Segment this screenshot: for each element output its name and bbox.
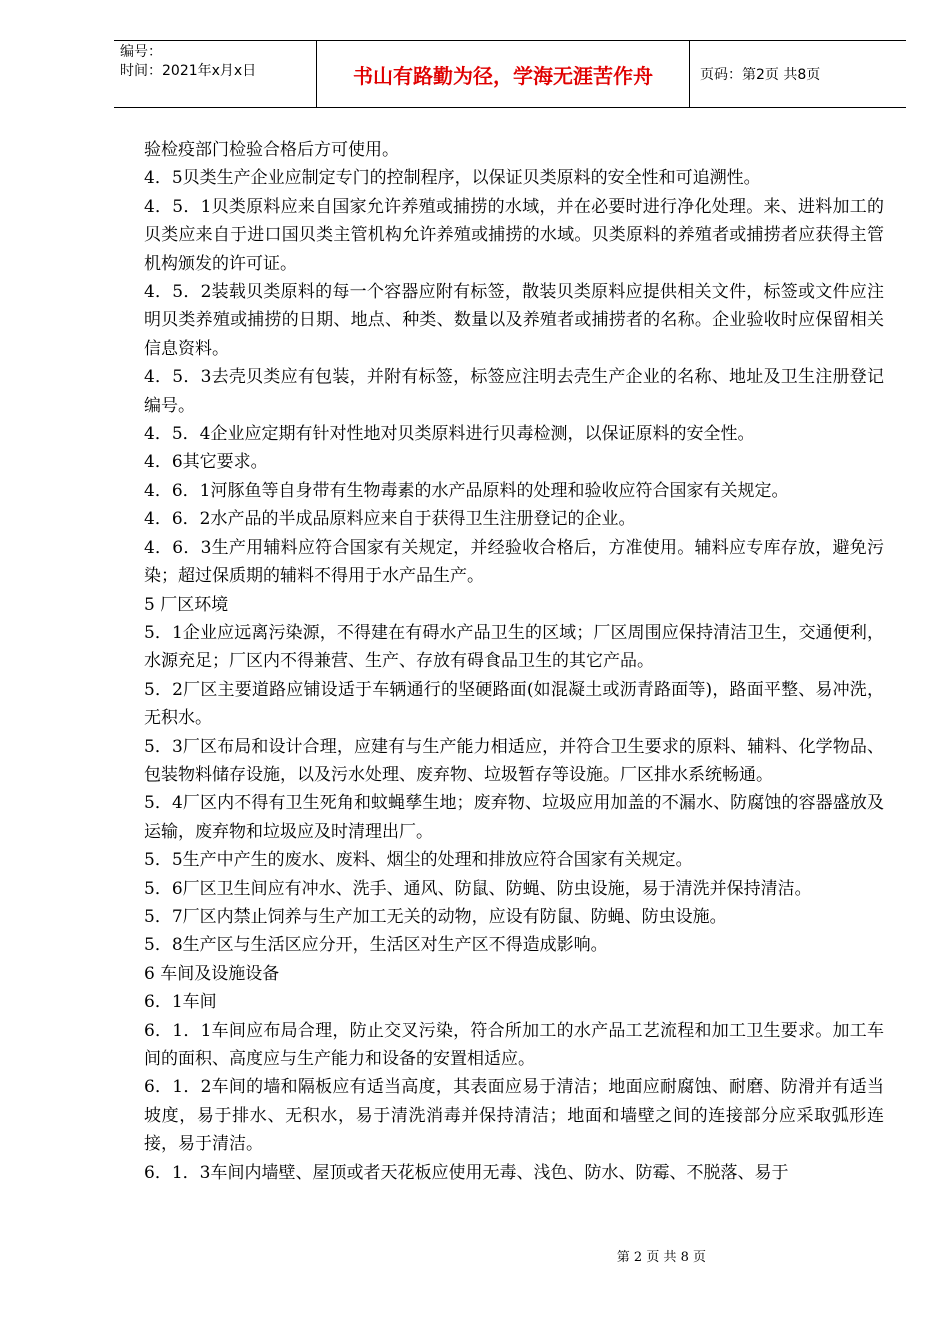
paragraph: 5．5生产中产生的废水、废料、烟尘的处理和排放应符合国家有关规定。	[144, 850, 693, 871]
paragraph: 4．6．1河豚鱼等自身带有生物毒素的水产品原料的处理和验收应符合国家有关规定。	[144, 480, 789, 501]
paragraph: 4．5．4企业应定期有针对性地对贝类原料进行贝毒检测，以保证原料的安全性。	[144, 424, 755, 445]
paragraph: 5．2厂区主要道路应铺设适于车辆通行的坚硬路面(如混凝土或沥青路面等)，路面平整、易冲洗，无积水。	[144, 679, 884, 729]
paragraph: 4．6．2水产品的半成品原料应来自于获得卫生注册登记的企业。	[144, 509, 636, 530]
page-header	[114, 40, 906, 108]
paragraph: 6．1．2车间的墙和隔板应有适当高度，其表面应易于清洁；地面应耐腐蚀、耐磨、防滑并有适当坡度，易于排水、无积水，易于清洗消毒并保持清洁；地面和墙壁之间的连接部分应采取弧形连接，易于清洁。	[144, 1077, 884, 1155]
paragraph: 6．1．1车间应布局合理，防止交叉污染，符合所加工的水产品工艺流程和加工卫生要求。加工车间的面积、高度应与生产能力和设备的安置相适应。	[144, 1020, 884, 1069]
section-heading: 6．1车间	[144, 992, 217, 1013]
section-heading: 6 车间及设施设备	[144, 963, 280, 984]
paragraph: 6．1．3车间内墙壁、屋顶或者天花板应使用无毒、浅色、防水、防霉、不脱落、易于	[144, 1162, 789, 1183]
paragraph: 4．5．1贝类原料应来自国家允许养殖或捕捞的水域，并在必要时进行净化处理。来、进料加工的贝类应来自于进口国贝类主管机构允许养殖或捕捞的水域。贝类原料的养殖者或捕捞者应获得主管机构颁发的许可证。	[144, 196, 884, 274]
section-heading: 4．6其它要求。	[144, 452, 268, 473]
header-page-label: 页码：第2页 共8页	[700, 67, 821, 83]
header-meta	[114, 41, 316, 107]
header-time-label: 时间：2021年x月x日	[120, 63, 257, 79]
paragraph: 4．5．3去壳贝类应有包装，并附有标签，标签应注明去壳生产企业的名称、地址及卫生注册登记编号。	[144, 367, 884, 416]
paragraph: 4．6．3生产用辅料应符合国家有关规定，并经验收合格后，方准使用。辅料应专库存放，避免污染；超过保质期的辅料不得用于水产品生产。	[144, 537, 884, 587]
paragraph: 4．5．2装载贝类原料的每一个容器应附有标签，散装贝类原料应提供相关文件，标签或文件应注明贝类养殖或捕捞的日期、地点、种类、数量以及养殖者或捕捞者的名称。企业验收时应保留相关信息资料。	[144, 282, 884, 359]
header-number-label: 编号：	[120, 44, 162, 60]
paragraph: 5．7厂区内禁止饲养与生产加工无关的动物，应设有防鼠、防蝇、防虫设施。	[144, 906, 727, 927]
paragraph: 5．3厂区布局和设计合理，应建有与生产能力相适应，并符合卫生要求的原料、辅料、化学物品、包装物料储存设施，以及污水处理、废弃物、垃圾暂存等设施。厂区排水系统畅通。	[144, 736, 884, 785]
paragraph: 5．1企业应远离污染源，不得建在有碍水产品卫生的区域；厂区周围应保持清洁卫生，交通便利，水源充足；厂区内不得兼营、生产、存放有碍食品卫生的其它产品。	[144, 622, 884, 672]
paragraph: 5．6厂区卫生间应有冲水、洗手、通风、防鼠、防蝇、防虫设施，易于清洗并保持清洁。	[144, 878, 812, 899]
paragraph: 5．8生产区与生活区应分开，生活区对生产区不得造成影响。	[144, 935, 608, 956]
document-body	[144, 136, 884, 1187]
paragraph: 4．5贝类生产企业应制定专门的控制程序，以保证贝类原料的安全性和可追溯性。	[144, 168, 761, 189]
page-footer: 第 2 页 共 8 页	[616, 1250, 706, 1265]
paragraph: 验检疫部门检验合格后方可使用。	[144, 140, 399, 160]
paragraph: 5．4厂区内不得有卫生死角和蚊蝇孳生地；废弃物、垃圾应用加盖的不漏水、防腐蚀的容器盛放及运输，废弃物和垃圾应及时清理出厂。	[144, 793, 884, 842]
header-motto: 书山有路勤为径，学海无涯苦作舟	[316, 41, 690, 107]
section-heading: 5 厂区环境	[144, 594, 229, 615]
